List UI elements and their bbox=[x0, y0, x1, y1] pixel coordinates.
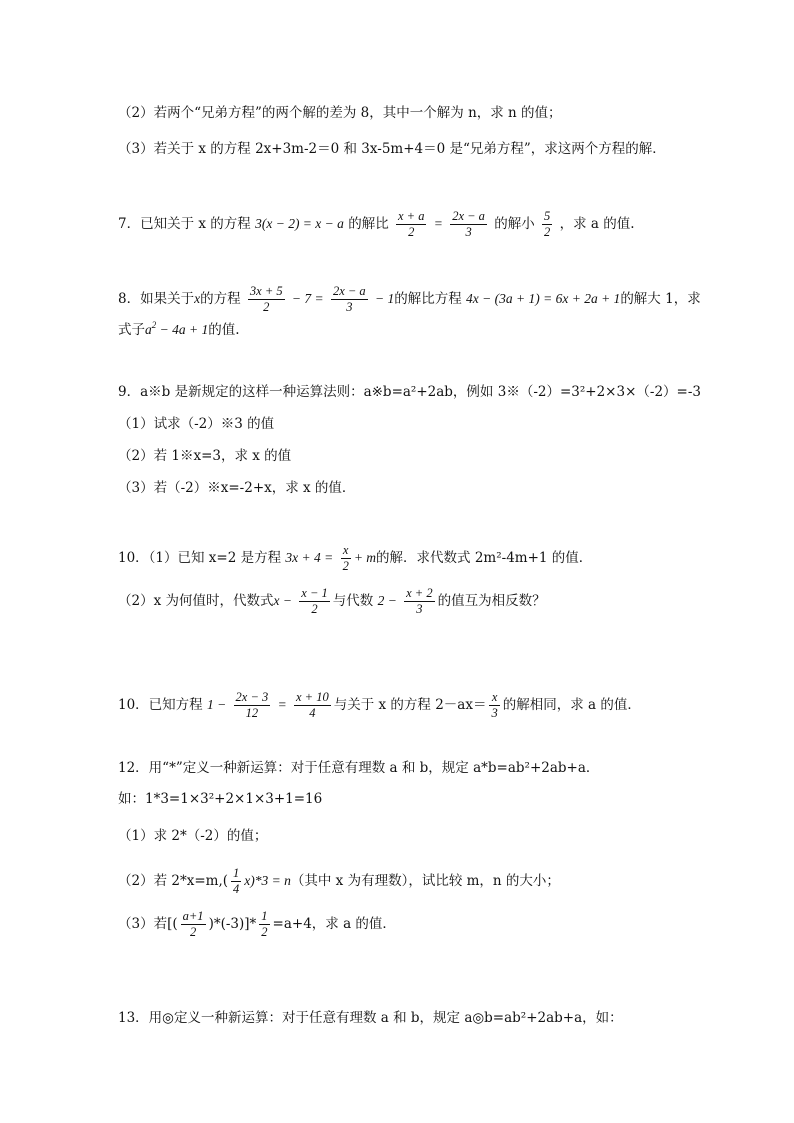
q8-line-2 bbox=[118, 320, 240, 340]
q12-p2-expr: x)*3 = n bbox=[244, 873, 291, 888]
q11-equals: = bbox=[277, 697, 287, 712]
q11-line bbox=[118, 690, 641, 721]
q10-p2-text-a: （2）x 为何值时，代数式 bbox=[118, 593, 274, 609]
q12-p3-fraction-2: $\frac{1}{2}$ bbox=[261, 909, 268, 939]
q7-line bbox=[118, 209, 635, 240]
q7-text-d: ，求 a 的值. bbox=[559, 216, 635, 232]
q13-title: 13．用◎定义一种新运算：对于任意有理数 a 和 b，规定 a◎b=ab²+2ab+a，如： bbox=[118, 1010, 623, 1026]
q10-p2-fraction-1: $\frac{x - 1}{2}$ bbox=[301, 586, 328, 616]
q8-text-c: 的解比方程 bbox=[394, 291, 462, 307]
q10-p2-x: x − bbox=[273, 593, 292, 608]
q11-fraction-3: $\frac{x}{3}$ bbox=[491, 690, 498, 720]
q10-text-b: 的解．求代数式 2m²-4m+1 的值． bbox=[376, 550, 593, 566]
q10-part2 bbox=[118, 586, 546, 617]
q11-one: 1 − bbox=[206, 697, 227, 712]
q11-fraction-2: $\frac{x + 10}{4}$ bbox=[295, 690, 329, 720]
q11-text-b: 与关于 x 的方程 2－ax＝ bbox=[333, 697, 487, 713]
q12-part3 bbox=[118, 909, 396, 940]
q12-p3-text-c: =a+4，求 a 的值． bbox=[272, 916, 396, 932]
q7-fraction-3: $\frac{5}{2}$ bbox=[544, 209, 551, 239]
q10-part1 bbox=[118, 543, 592, 574]
q12-title: 12．用“*”定义一种新运算：对于任意有理数 a 和 b，规定 a*b=ab²+2ab+a． bbox=[118, 760, 600, 776]
q11-text-a: 10．已知方程 bbox=[118, 697, 203, 713]
q8-equation-2: 4x − (3a + 1) = 6x + 2a + 1 bbox=[466, 291, 621, 306]
q12-p2-fraction: $\frac{1}{4}$ bbox=[233, 866, 240, 896]
q10-eq-right: + m bbox=[353, 550, 377, 565]
q8-text-f: 的值. bbox=[208, 322, 240, 338]
q10-eq-left: 3x + 4 = bbox=[285, 550, 334, 565]
q9-part3: （3）若（-2）※x=-2+x，求 x 的值． bbox=[118, 480, 356, 496]
q8-text-b: 的方程 bbox=[200, 291, 241, 307]
q10-p2-two: 2 − bbox=[377, 593, 397, 608]
q11-fraction-1: $\frac{2x - 3}{12}$ bbox=[235, 690, 269, 720]
q8-text-a: 8．如果关于 bbox=[118, 291, 195, 307]
q12-p3-fraction-1: $\frac{a+1}{2}$ bbox=[182, 909, 204, 939]
q12-part2 bbox=[118, 866, 560, 897]
q10-p2-text-b: 与代数 bbox=[332, 593, 374, 609]
q8-var-x: x bbox=[194, 291, 201, 306]
q8-text-e: 式子 bbox=[118, 322, 145, 338]
q10-p2-fraction-2: $\frac{x + 2}{3}$ bbox=[406, 586, 433, 616]
q12-p2-text-a: （2）若 2*x=m,( bbox=[118, 873, 229, 889]
q8-fraction-1: $\frac{3x + 5}{2}$ bbox=[249, 284, 283, 314]
q7-fraction-1: $\frac{x + a}{2}$ bbox=[398, 209, 425, 239]
q9-part2: （2）若 1※x=3，求 x 的值 bbox=[118, 448, 292, 464]
q10-text-a: 10．（1）已知 x=2 是方程 bbox=[118, 550, 282, 566]
q9-part1: （1）试求（-2）※3 的值 bbox=[118, 416, 275, 432]
q7-equals: = bbox=[433, 216, 443, 231]
q8-minus-7: − 7 = bbox=[291, 291, 324, 306]
q7-fraction-2: $\frac{2x - a}{3}$ bbox=[452, 209, 485, 239]
q7-text-c: 的解小 bbox=[494, 216, 535, 232]
q7-text-a: 7．已知关于 x 的方程 bbox=[118, 216, 251, 232]
q12-example: 如：1*3=1×3²+2×1×3+1=16 bbox=[118, 791, 323, 807]
q7-text-b: 的解比 bbox=[348, 216, 389, 232]
q12-p2-text-c: （其中 x 为有理数），试比较 m，n 的大小； bbox=[290, 873, 560, 889]
q12-part1: （1）求 2*（-2）的值； bbox=[118, 828, 268, 844]
q6-part2: （2）若两个“兄弟方程”的两个解的差为 8，其中一个解为 n，求 n 的值； bbox=[118, 105, 562, 121]
q11-text-c: 的解相同，求 a 的值． bbox=[502, 697, 641, 713]
q9-title: 9．a※b 是新规定的这样一种运算法则：a※b=a²+2ab，例如 3※（-2）=3²+2×3×（-2）=-3 bbox=[118, 384, 702, 400]
q6-part3: （3）若关于 x 的方程 2x+3m-2＝0 和 3x-5m+4＝0 是“兄弟方程”，求这两个方程的解． bbox=[118, 141, 666, 157]
q8-minus-1: − 1 bbox=[374, 291, 395, 306]
q10-fraction-x2: $\frac{x}{2}$ bbox=[342, 543, 349, 573]
q12-p3-text-a: （3）若[( bbox=[118, 916, 178, 932]
q8-expression: $a^2 - 4a + 1$ bbox=[145, 320, 209, 337]
q12-p3-text-b: )*(-3)]* bbox=[208, 916, 257, 932]
q8-line-1 bbox=[118, 284, 701, 315]
q8-fraction-2: $\frac{2x - a}{3}$ bbox=[332, 284, 366, 314]
q10-p2-text-d: 的值互为相反数？ bbox=[437, 593, 546, 609]
q8-text-d: 的解大 1，求 bbox=[620, 291, 701, 307]
q7-equation-1: 3(x − 2) = x − a bbox=[255, 216, 344, 231]
